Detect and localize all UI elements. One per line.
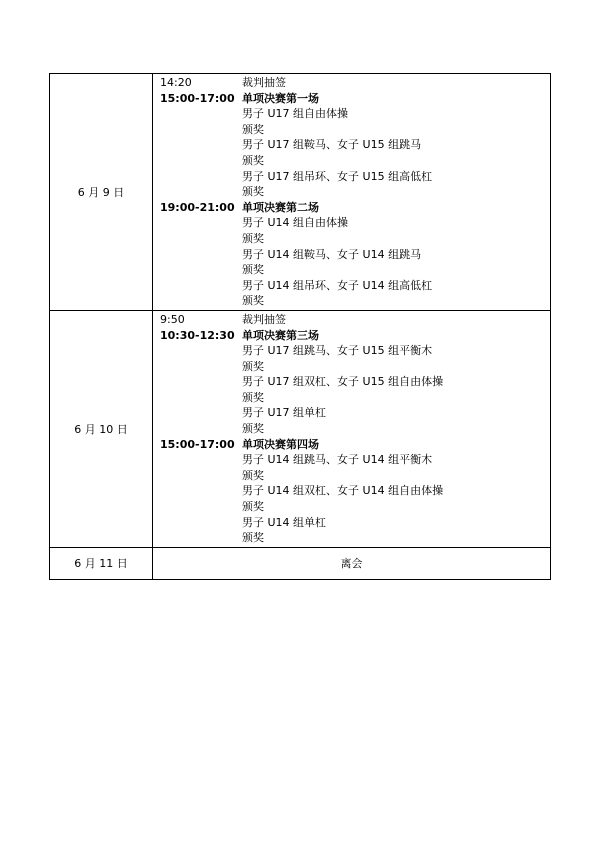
- time-label: 19:00-21:00: [160, 200, 235, 214]
- time-label: [160, 374, 242, 390]
- schedule-line: [160, 278, 550, 294]
- schedule-line: [160, 122, 550, 138]
- event-description: 男子 U17 组单杠: [242, 406, 327, 420]
- time-label: [160, 122, 242, 138]
- time-label: [160, 106, 242, 122]
- time-label: [160, 468, 242, 484]
- event-description: 颁奖: [242, 122, 264, 136]
- event-description: 男子 U17 组自由体操: [242, 107, 349, 121]
- schedule-lines: [153, 311, 550, 547]
- session-title: 单项决赛第四场: [242, 437, 319, 451]
- time-label: [160, 247, 242, 263]
- event-description: 颁奖: [242, 294, 264, 308]
- date-cell: 6 月 11 日: [50, 547, 153, 579]
- schedule-line: [160, 184, 550, 200]
- schedule-line: [160, 468, 550, 484]
- schedule-line: [160, 153, 550, 169]
- event-description: 男子 U14 组自由体操: [242, 216, 349, 230]
- time-label: [160, 184, 242, 200]
- time-label: [160, 452, 242, 468]
- schedule-line: [160, 405, 550, 421]
- time-label: [160, 137, 242, 153]
- event-description: 颁奖: [242, 153, 264, 167]
- schedule-line: [160, 215, 550, 231]
- schedule-line: [160, 312, 550, 328]
- schedule-line: [160, 359, 550, 375]
- event-description: 男子 U14 组吊环、女子 U14 组高低杠: [242, 278, 433, 292]
- event-description: 颁奖: [242, 468, 264, 482]
- time-label: 14:20: [160, 76, 192, 89]
- schedule-line: [160, 343, 550, 359]
- time-label: 9:50: [160, 312, 185, 326]
- schedule-table: [49, 73, 551, 580]
- time-label: [160, 293, 242, 309]
- schedule-line: [160, 200, 550, 216]
- time-label: [160, 278, 242, 294]
- event-description: 颁奖: [242, 185, 264, 199]
- time-label: 15:00-17:00: [160, 91, 235, 105]
- schedule-line: [160, 75, 550, 91]
- event-description: 颁奖: [242, 500, 264, 514]
- event-description: 颁奖: [242, 531, 264, 545]
- day-schedule-cell: [153, 74, 551, 311]
- event-description: 男子 U14 组单杠: [242, 515, 327, 529]
- event-description: 颁奖: [242, 359, 264, 373]
- time-label: [160, 483, 242, 499]
- schedule-line: [160, 293, 550, 309]
- date-cell: 6 月 9 日: [50, 74, 153, 311]
- schedule-line: [160, 328, 550, 344]
- event-description: 裁判抽签: [242, 312, 286, 326]
- event-description: 男子 U17 组跳马、女子 U15 组平衡木: [242, 344, 433, 358]
- event-description: 颁奖: [242, 422, 264, 436]
- schedule-line: [160, 106, 550, 122]
- session-title: 单项决赛第三场: [242, 328, 319, 342]
- time-label: [160, 231, 242, 247]
- event-description: 男子 U17 组鞍马、女子 U15 组跳马: [242, 138, 422, 152]
- time-label: [160, 421, 242, 437]
- schedule-line: [160, 247, 550, 263]
- event-description: 男子 U14 组双杠、女子 U14 组自由体操: [242, 484, 444, 498]
- schedule-line: [160, 231, 550, 247]
- schedule-line: [160, 499, 550, 515]
- departure-cell: 离会: [153, 547, 551, 579]
- schedule-lines: [153, 74, 550, 310]
- date-cell: 6 月 10 日: [50, 310, 153, 547]
- time-label: [160, 343, 242, 359]
- schedule-line: [160, 515, 550, 531]
- schedule-line: [160, 169, 550, 185]
- session-title: 单项决赛第一场: [242, 91, 319, 105]
- event-description: 男子 U14 组跳马、女子 U14 组平衡木: [242, 453, 433, 467]
- event-description: 颁奖: [242, 263, 264, 277]
- schedule-line: [160, 262, 550, 278]
- time-label: [160, 530, 242, 546]
- schedule-line: [160, 530, 550, 546]
- event-description: 男子 U17 组吊环、女子 U15 组高低杠: [242, 169, 433, 183]
- event-description: 男子 U17 组双杠、女子 U15 组自由体操: [242, 375, 444, 389]
- time-label: [160, 359, 242, 375]
- schedule-line: [160, 374, 550, 390]
- time-label: [160, 405, 242, 421]
- time-label: [160, 499, 242, 515]
- event-description: 裁判抽签: [242, 76, 286, 89]
- schedule-line: [160, 421, 550, 437]
- schedule-line: [160, 390, 550, 406]
- time-label: [160, 515, 242, 531]
- time-label: [160, 153, 242, 169]
- day-row-jun-10: [50, 310, 551, 547]
- event-description: 颁奖: [242, 390, 264, 404]
- time-label: [160, 215, 242, 231]
- schedule-line: [160, 483, 550, 499]
- schedule-line: [160, 91, 550, 107]
- day-row-jun-11: [50, 547, 551, 579]
- schedule-line: [160, 437, 550, 453]
- event-description: 男子 U14 组鞍马、女子 U14 组跳马: [242, 247, 422, 261]
- time-label: [160, 390, 242, 406]
- schedule-line: [160, 452, 550, 468]
- time-label: [160, 169, 242, 185]
- time-label: [160, 262, 242, 278]
- day-schedule-cell: [153, 310, 551, 547]
- time-label: 10:30-12:30: [160, 328, 235, 342]
- schedule-line: [160, 137, 550, 153]
- day-row-jun-9: [50, 74, 551, 311]
- time-label: 15:00-17:00: [160, 437, 235, 451]
- event-description: 颁奖: [242, 231, 264, 245]
- session-title: 单项决赛第二场: [242, 200, 319, 214]
